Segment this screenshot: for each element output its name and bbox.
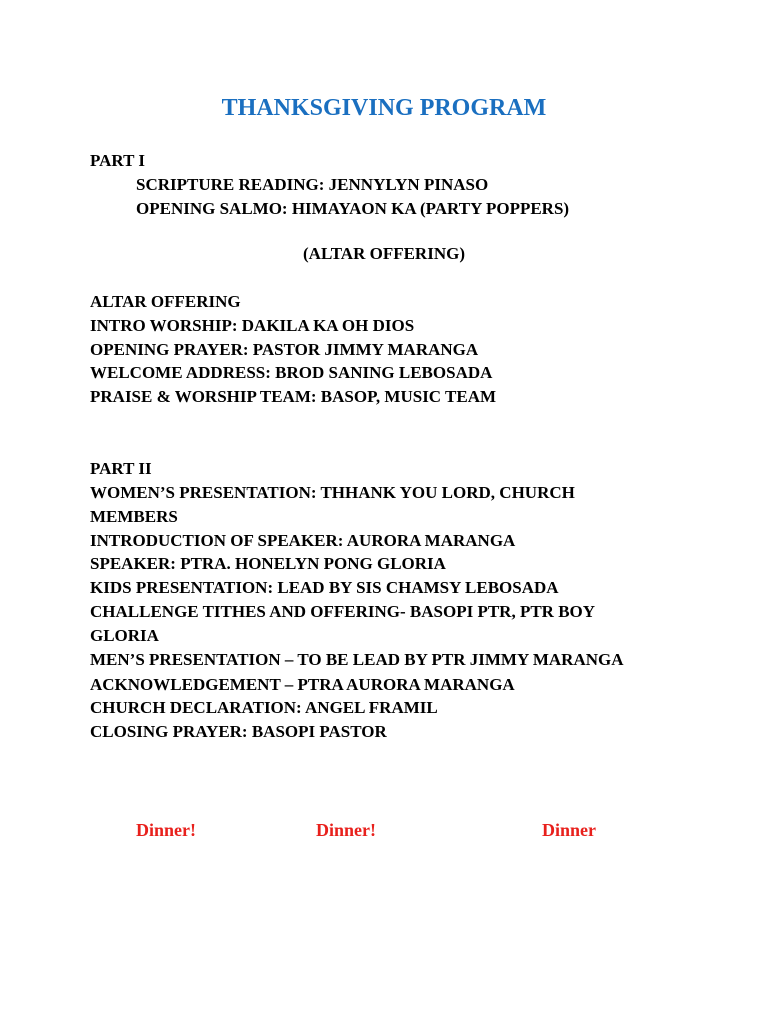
part1-item: OPENING SALMO: HIMAYAON KA (PARTY POPPERS) <box>136 199 570 218</box>
program-item: CHALLENGE TITHES AND OFFERING- BASOPI PTR, PTR BOY <box>90 602 596 621</box>
program-item: INTRODUCTION OF SPEAKER: AURORA MARANGA <box>90 531 516 550</box>
program-item: MEN’S PRESENTATION – TO BE LEAD BY PTR JIMMY MARANGA <box>90 650 624 669</box>
program-item: WELCOME ADDRESS: BROD SANING LEBOSADA <box>90 363 493 382</box>
program-item: INTRO WORSHIP: DAKILA KA OH DIOS <box>90 316 415 335</box>
program-item: CLOSING PRAYER: BASOPI PASTOR <box>90 722 387 741</box>
program-item: SPEAKER: PTRA. HONELYN PONG GLORIA <box>90 554 446 573</box>
dinner-label: Dinner! <box>136 820 196 840</box>
altar-offering-note: (ALTAR OFFERING) <box>303 244 465 263</box>
program-item: PRAISE & WORSHIP TEAM: BASOP, MUSIC TEAM <box>90 387 497 406</box>
page-title: THANKSGIVING PROGRAM <box>221 95 547 121</box>
dinner-label: Dinner <box>542 820 596 840</box>
part2-heading: PART II <box>90 459 152 478</box>
program-item: MEMBERS <box>90 507 178 526</box>
program-item: OPENING PRAYER: PASTOR JIMMY MARANGA <box>90 340 479 359</box>
part1-item: SCRIPTURE READING: JENNYLYN PINASO <box>136 175 489 194</box>
program-item: ALTAR OFFERING <box>90 292 241 311</box>
program-item: WOMEN’S PRESENTATION: THHANK YOU LORD, CHURCH <box>90 483 575 502</box>
program-item: GLORIA <box>90 626 159 645</box>
dinner-label: Dinner! <box>316 820 376 840</box>
program-item: KIDS PRESENTATION: LEAD BY SIS CHAMSY LEBOSADA <box>90 578 559 597</box>
part1-heading: PART I <box>90 151 145 170</box>
program-item: CHURCH DECLARATION: ANGEL FRAMIL <box>90 698 438 717</box>
program-item: ACKNOWLEDGEMENT – PTRA AURORA MARANGA <box>90 675 515 694</box>
